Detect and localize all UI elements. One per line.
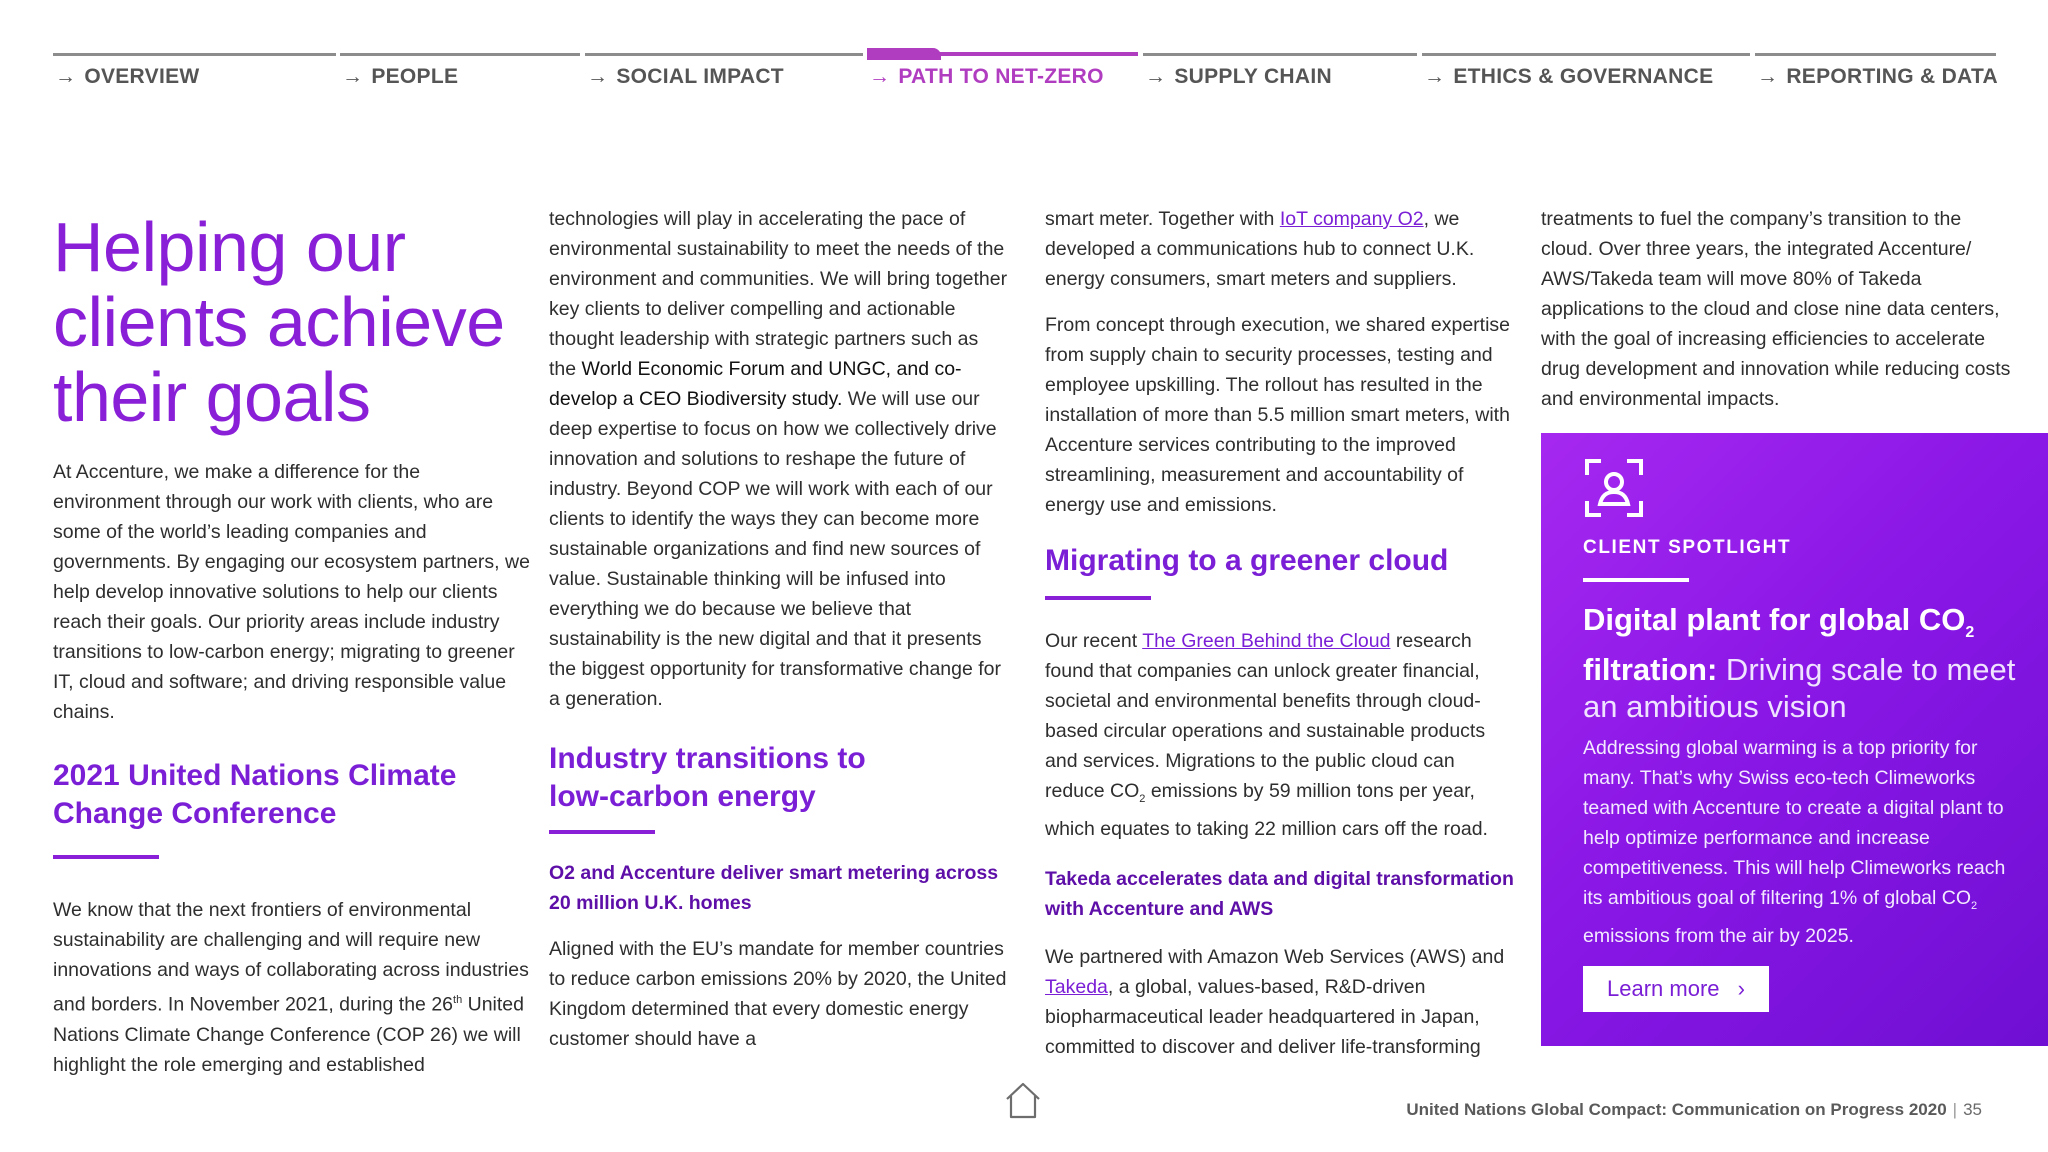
highlighted-text: World Economic Forum and UNGC, and co-develop a CEO Biodiversity study. (549, 358, 962, 410)
rollout-paragraph: From concept through execution, we shared expertise from supply chain to security processes, testing and employee upskilling. The rollout has resulted in the installation of more than 5.5 million smart meters, with Accenture services contributing to the improved streamlining, measurement and accountability of energy use and emissions. (1045, 314, 1511, 516)
learn-more-button[interactable] (1583, 966, 1769, 1012)
o2-paragraph-continued (1045, 204, 1515, 294)
text-run: , a global, values-based, R&D-driven biopharmaceutical leader headquartered in Japan, committed to discover and deliver life-transforming (1045, 975, 1481, 1058)
takeda-paragraph (1045, 942, 1515, 1062)
subheading-o2: O2 and Accenture deliver smart metering across 20 million U.K. homes (549, 862, 999, 914)
arrow-right-icon: → (1145, 65, 1167, 88)
text-run: United Nations Climate Change Conference (COP 26) we will highlight the role emerging and established (53, 993, 524, 1076)
heading-underline (53, 855, 159, 859)
page-footer (1406, 1100, 1982, 1120)
text-run: Our recent (1045, 630, 1143, 652)
cop26-paragraph (53, 895, 531, 1080)
heading-line: Industry transitions to (549, 742, 866, 775)
nav-label: OVERVIEW (84, 65, 200, 88)
arrow-right-icon: → (587, 65, 609, 88)
text-run: emissions from the air by 2025. (1583, 924, 1854, 947)
link-takeda[interactable]: Takeda (1045, 975, 1108, 998)
arrow-right-icon: → (55, 65, 77, 88)
text-run: We know that the next frontiers of environmental sustainability are challenging and will require new innovations and ways of collaborating across industries and borders. In November 2021, during the 26 (53, 899, 529, 1016)
intro-paragraph: At Accenture, we make a difference for the environment through our work with clients, who are some of the world’s leading companies and governments. By engaging our ecosystem partners, we help develop innovative solutions to help our clients reach their goals. Our priority areas include industry transitions to low-carbon energy; migrating to greener IT, cloud and software; and driving responsible value chains. (53, 461, 530, 723)
nav-label: PATH TO NET-ZERO (898, 65, 1104, 88)
person-scan-icon (1583, 457, 1645, 519)
link-iot-company-o2[interactable]: IoT company O2 (1279, 208, 1424, 230)
page-title-line: clients achieve (53, 283, 505, 361)
column-4 (1541, 204, 2016, 414)
footer-title: United Nations Global Compact: Communication on Progress 2020 (1406, 1100, 1947, 1119)
arrow-right-icon: → (1757, 65, 1779, 88)
nav-bar (1755, 53, 1996, 56)
subscript: 2 (1971, 899, 1978, 912)
page-number: 35 (1963, 1100, 1982, 1119)
nav-bar (340, 53, 580, 56)
home-icon[interactable] (1003, 1080, 1043, 1120)
subscript: 2 (1965, 624, 1975, 642)
text-run: We will use our deep expertise to focus on how we collectively drive innovation and solutions to reshape the future of industry. Beyond COP we will work with each of our clients to identify the ways they can become more sustainable organizations and find new sources of value. Sustainable thinking will be infused into everything we do because we believe that sustainability is the new digital and that it presents the biggest opportunity for transformative change for a generation. (549, 388, 1002, 710)
heading-underline (1045, 596, 1151, 600)
nav-tab-path-to-net-zero[interactable] (867, 53, 1138, 93)
link-green-behind-the-cloud[interactable]: The Green Behind the Cloud (1142, 630, 1391, 652)
superscript: th (453, 994, 463, 1006)
text-run: , we developed a communications hub to connect U.K. energy consumers, smart meters and suppliers. (1045, 208, 1475, 290)
page-title (53, 210, 531, 435)
arrow-right-icon: → (1424, 65, 1446, 88)
spotlight-body (1583, 733, 2023, 951)
title-thin: Driving scale to meet an ambitious vision (1583, 652, 2016, 725)
nav-tab-reporting-data[interactable] (1755, 53, 1996, 93)
nav-bar (53, 53, 336, 56)
nav-label: SOCIAL IMPACT (616, 65, 784, 88)
heading-underline (549, 830, 655, 834)
subheading-takeda: Takeda accelerates data and digital transformation with Accenture and AWS (1045, 867, 1514, 920)
nav-tab-social-impact[interactable] (585, 53, 863, 93)
spotlight-eyebrow: CLIENT SPOTLIGHT (1583, 537, 1792, 558)
heading-line: 2021 United Nations Climate (53, 759, 457, 792)
heading-line: Change Conference (53, 797, 337, 830)
text-run: technologies will play in accelerating the pace of environmental sustainability to meet the needs of the environment and communities. We will bring together key clients to deliver compelling and actionable thought leadership with strategic partners such as the (549, 208, 1008, 380)
nav-tab-overview[interactable] (53, 53, 336, 93)
title-bold: filtration: (1583, 652, 1718, 688)
button-label: Learn more (1607, 976, 1720, 1001)
column-2 (549, 204, 1009, 1054)
nav-tab-ethics-governance[interactable] (1422, 53, 1750, 93)
arrow-right-icon: → (869, 65, 891, 88)
cloud-paragraph (1045, 626, 1515, 844)
section-heading-low-carbon (549, 740, 1009, 816)
text-run: We partnered with Amazon Web Services (AWS) and (1045, 945, 1505, 968)
nav-label: ETHICS & GOVERNANCE (1453, 65, 1714, 88)
nav-label: SUPPLY CHAIN (1174, 65, 1332, 88)
column-3 (1045, 204, 1515, 1062)
section-heading-cop26 (53, 757, 531, 833)
nav-label: REPORTING & DATA (1786, 65, 1998, 88)
text-run: Addressing global warming is a top priority for many. That’s why Swiss eco-tech Climeworks teamed with Accenture to create a digital plant to help optimize performance and increase competitiveness. This will help Climeworks reach its ambitious goal of filtering 1% of global CO (1583, 737, 2006, 909)
top-navigation (0, 0, 2048, 100)
subscript: 2 (1139, 792, 1146, 805)
arrow-right-icon: → (342, 65, 364, 88)
footer-separator: | (1952, 1100, 1958, 1119)
nav-label: PEOPLE (371, 65, 459, 88)
column-1 (53, 210, 531, 1080)
text-run: research found that companies can unlock greater financial, societal and environmental benefits through cloud-based circular operations and sustainable products and services. Migrations to the public cloud can reduce CO (1045, 630, 1486, 802)
title-bold: Digital plant for global CO (1583, 602, 1966, 637)
active-tab-marker (867, 48, 941, 60)
page-title-line: their goals (53, 358, 371, 436)
cop26-paragraph-continued (549, 204, 1009, 714)
spotlight-title (1583, 601, 2023, 725)
takeda-paragraph-continued: treatments to fuel the company’s transition to the cloud. Over three years, the integrated Accenture/ AWS/Takeda team will move 80% of Takeda applications to the cloud and close nine data centers, with the goal of increasing efficiencies to accelerate drug development and innovation while reducing costs and environmental impacts. (1541, 208, 2011, 410)
page-title-line: Helping our (53, 208, 406, 286)
heading-line: low-carbon energy (549, 780, 816, 813)
spotlight-underline (1583, 578, 1689, 582)
nav-bar (1422, 53, 1750, 56)
client-spotlight-card (1541, 433, 2048, 1046)
text-run: smart meter. Together with (1045, 208, 1280, 230)
nav-bar (585, 53, 863, 56)
section-heading-greener-cloud: Migrating to a greener cloud (1045, 544, 1449, 577)
nav-tab-supply-chain[interactable] (1143, 53, 1417, 93)
text-run: emissions by 59 million tons per year, which equates to taking 22 million cars off the road. (1045, 780, 1488, 840)
nav-tab-people[interactable] (340, 53, 580, 93)
chevron-right-icon: › (1737, 976, 1745, 1001)
nav-bar (1143, 53, 1417, 56)
o2-paragraph: Aligned with the EU’s mandate for member countries to reduce carbon emissions 20% by 2020, the United Kingdom determined that every domestic energy customer should have a (549, 938, 1007, 1050)
